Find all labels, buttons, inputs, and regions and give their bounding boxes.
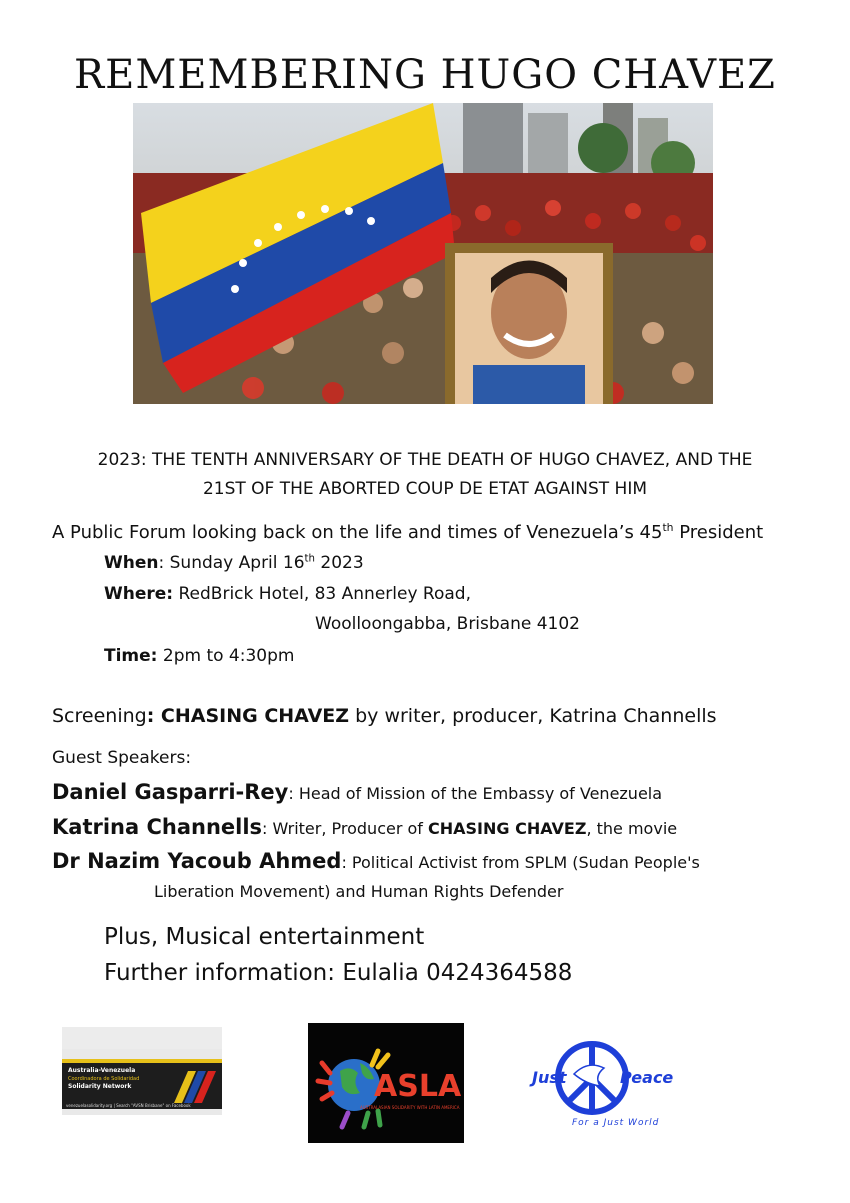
forum-intro-end: President: [673, 522, 764, 543]
time-value: 2pm to 4:30pm: [157, 646, 295, 666]
when-sup: th: [304, 553, 315, 565]
avsn-footer: venezuelasolidarity.org | Search "AVSN Brisbane" on Facebook: [66, 1103, 191, 1108]
just-peace-tagline: For a Just World: [572, 1118, 660, 1128]
time-label: Time:: [104, 646, 158, 666]
avsn-line-1: Australia-Venezuela: [68, 1067, 136, 1074]
headline-line-2: 21ST OF THE ABORTED COUP DE ETAT AGAINST HIM: [202, 479, 648, 499]
speaker-desc: : Political Activist from SPLM (Sudan People's: [341, 853, 700, 872]
where-label: Where:: [104, 584, 174, 604]
forum-intro: [52, 521, 763, 543]
avsn-line-2: Coordinadora de Solidaridad: [68, 1076, 140, 1082]
speaker-2: [52, 815, 677, 839]
just-peace-logo: [530, 1038, 690, 1133]
speaker-name: Daniel Gasparri-Rey: [52, 780, 289, 804]
forum-intro-sup: th: [662, 521, 674, 534]
further-information: Further information: Eulalia 0424364588: [104, 960, 573, 986]
headline: [40, 446, 810, 504]
speaker-desc: : Writer, Producer of: [262, 819, 429, 838]
just-peace-just: Just: [532, 1068, 567, 1087]
screening: [52, 705, 717, 727]
where-line-2: Woolloongabba, Brisbane 4102: [315, 614, 580, 634]
speaker-film: CHASING CHAVEZ: [428, 819, 587, 838]
when-year: 2023: [315, 553, 364, 573]
speaker-name: Katrina Channells: [52, 815, 263, 839]
headline-line-1: 2023: THE TENTH ANNIVERSARY OF THE DEATH OF HUGO CHAVEZ, AND THE: [97, 450, 753, 470]
event-where: [104, 584, 471, 604]
speaker-desc-end: , the movie: [586, 819, 678, 838]
guest-speakers-heading: Guest Speakers:: [52, 748, 192, 768]
event-time: [104, 646, 294, 666]
speaker-3: [52, 849, 700, 873]
forum-intro-text: A Public Forum looking back on the life and times of Venezuela’s 45: [52, 522, 663, 543]
event-when: [104, 553, 364, 573]
where-line-1: RedBrick Hotel, 83 Annerley Road,: [173, 584, 471, 604]
when-label: When: [104, 553, 159, 573]
speaker-desc: : Head of Mission of the Embassy of Venezuela: [288, 784, 663, 803]
asla-logo: [308, 1023, 464, 1143]
speaker-3-desc-line-2: Liberation Movement) and Human Rights Defender: [154, 882, 564, 901]
speaker-name: Dr Nazim Yacoub Ahmed: [52, 849, 342, 873]
just-peace-peace: Peace: [620, 1068, 674, 1087]
musical-entertainment: Plus, Musical entertainment: [104, 924, 425, 950]
screening-credit: by writer, producer, Katrina Channells: [349, 705, 717, 727]
screening-label: Screening: [52, 705, 147, 727]
when-date: : Sunday April 16: [158, 553, 305, 573]
avsn-line-3: Solidarity Network: [68, 1083, 132, 1090]
rally-photo: [133, 103, 713, 404]
avsn-logo: [62, 1027, 222, 1115]
asla-name: ASLA: [374, 1069, 462, 1104]
asla-tagline: AUSTRALASIAN SOLIDARITY WITH LATIN AMERICA: [360, 1105, 460, 1110]
speaker-1: [52, 780, 662, 804]
page-title: REMEMBERING HUGO CHAVEZ: [74, 52, 776, 98]
screening-film: : CHASING CHAVEZ: [146, 705, 350, 727]
